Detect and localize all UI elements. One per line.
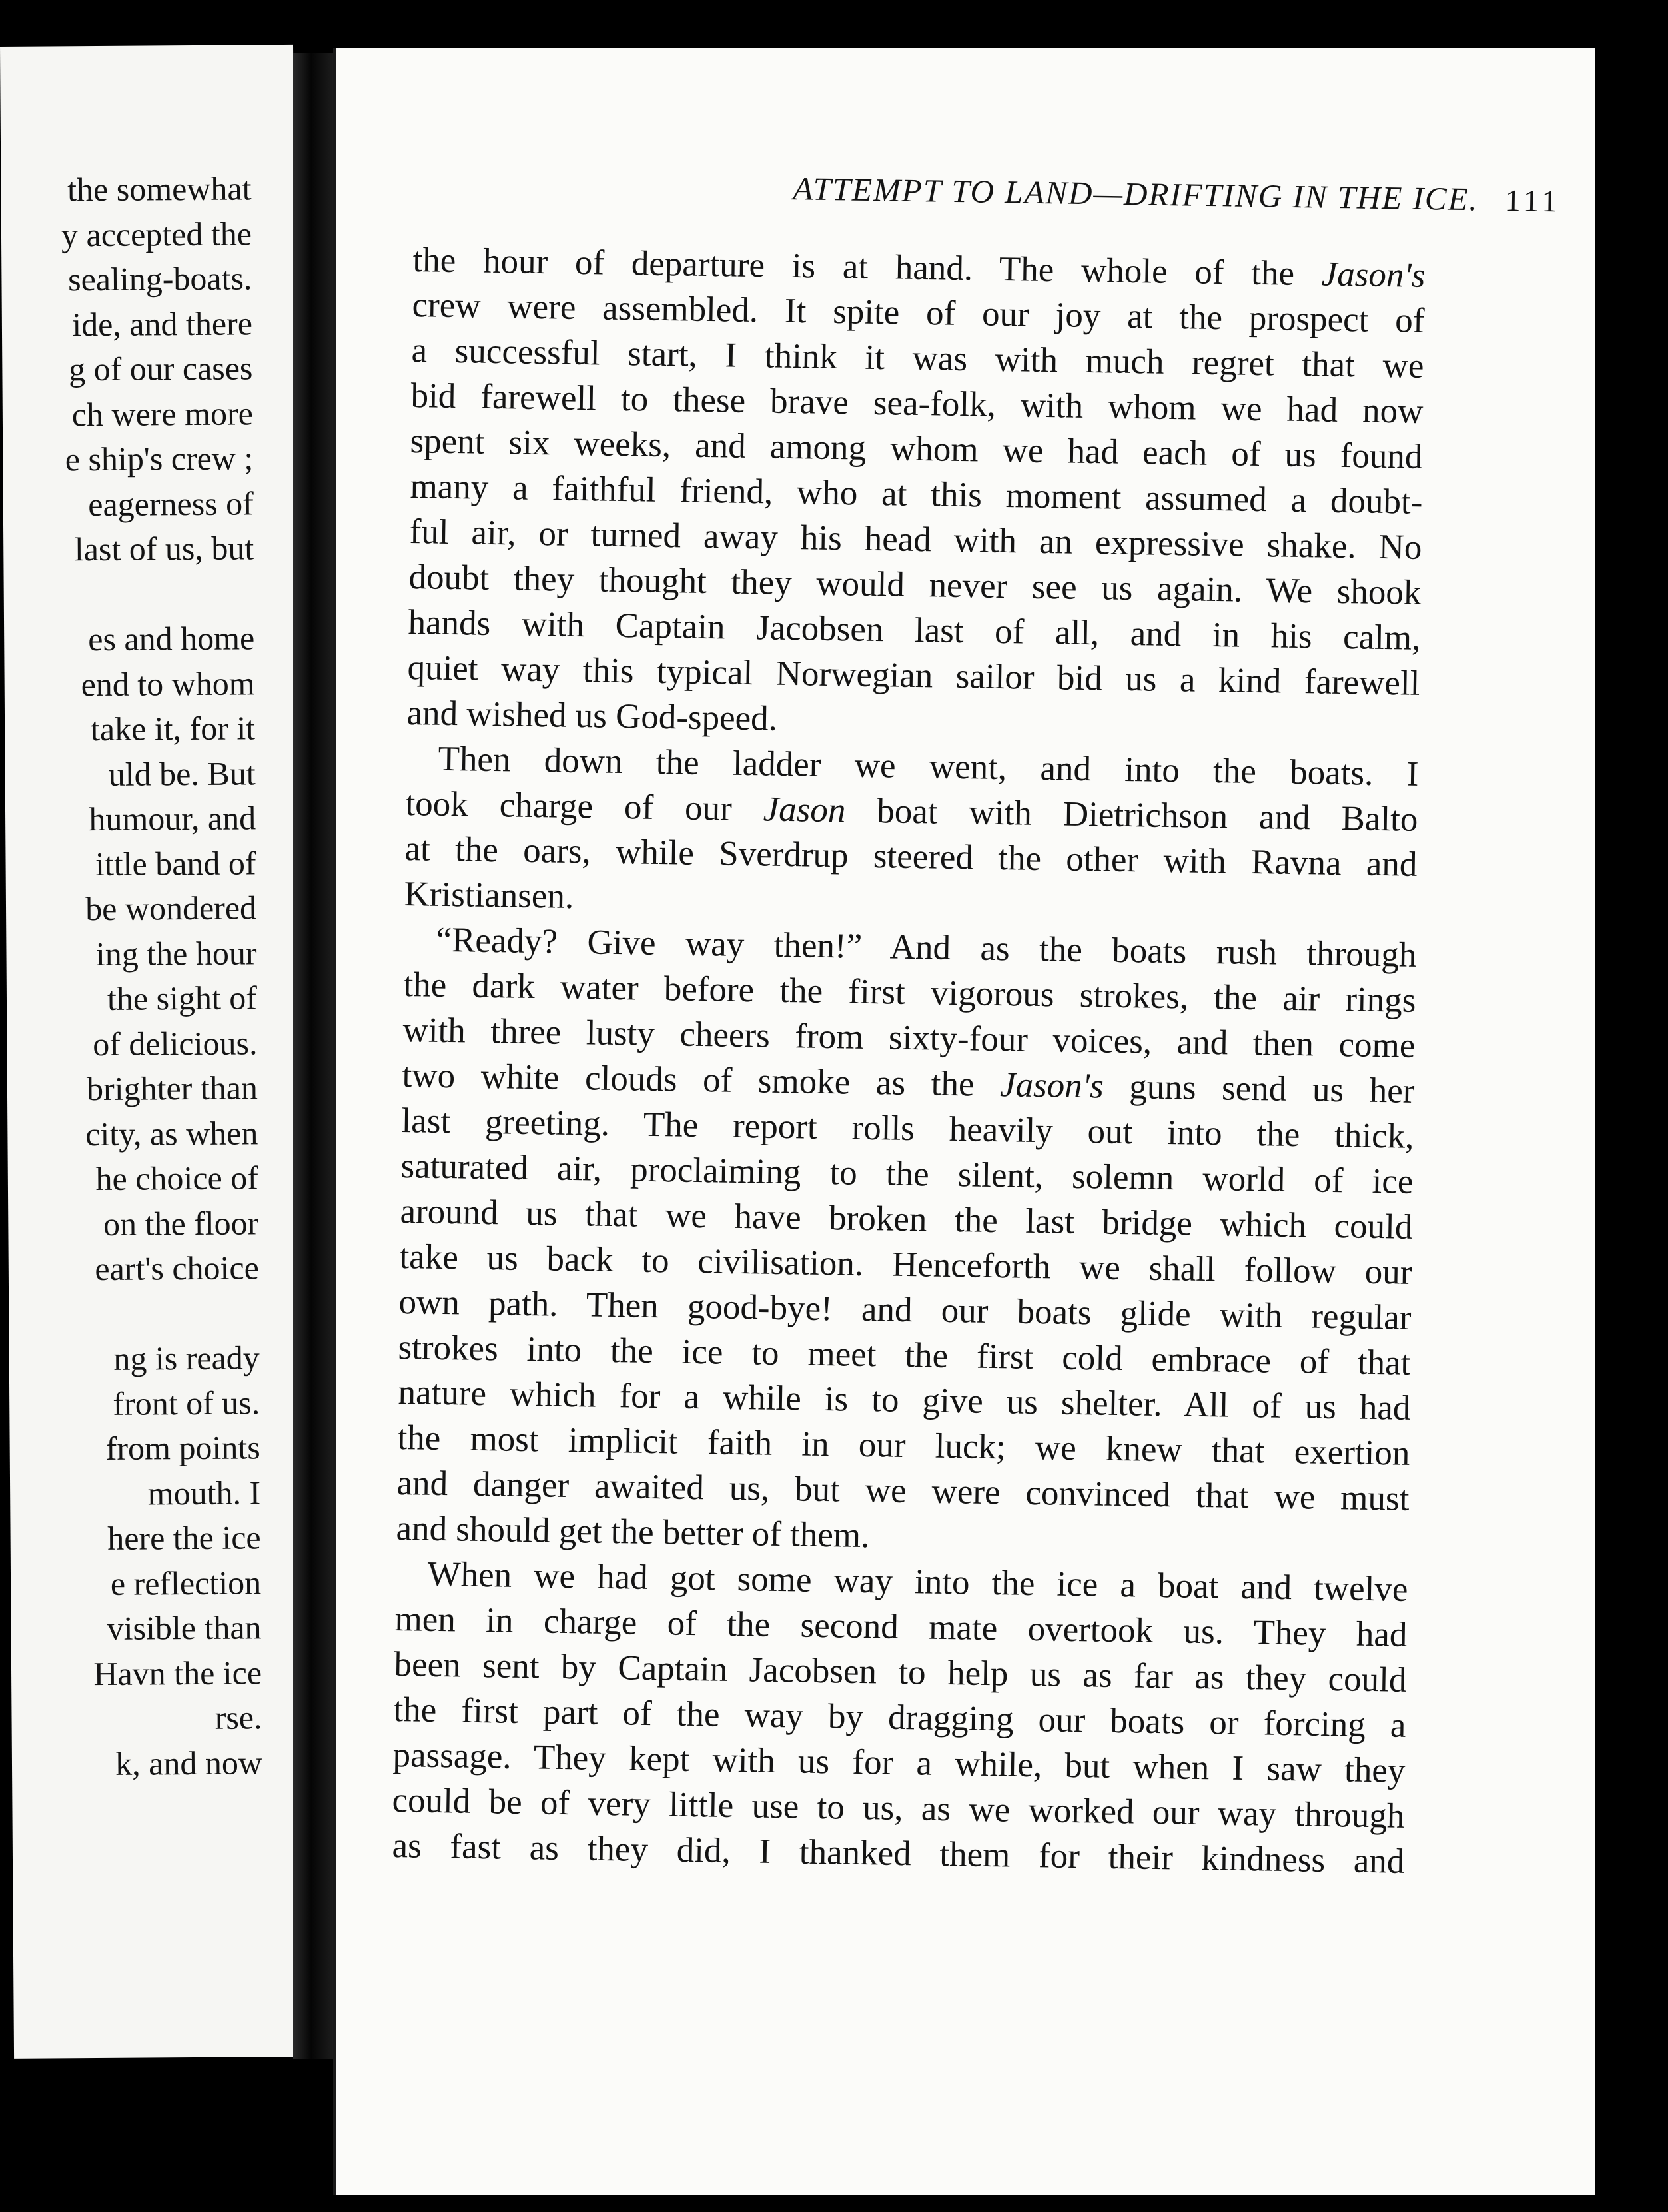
text-line: Kristiansen. (404, 875, 575, 916)
text-line: around us that we have broken the last bridge which could (400, 1192, 1413, 1247)
facing-page-fragment: ide, and there (72, 304, 253, 343)
facing-page-fragment: here the ice (107, 1518, 261, 1557)
text-line: a successful start, I think it was with much regret that we (411, 331, 1425, 386)
text-line: quiet way this typical Norwegian sailor bid us a kind farewell (407, 648, 1420, 703)
facing-page-fragment: end to whom (81, 664, 255, 703)
text-line: strokes into the ice to meet the first cold embrace of that (398, 1328, 1412, 1382)
text-line: bid farewell to these brave sea-folk, with whom we had now (410, 376, 1424, 431)
left-page (0, 45, 307, 2059)
running-head-title: ATTEMPT TO LAND—DRIFTING IN THE ICE. (793, 170, 1479, 218)
text-line: with three lusty cheers from sixty-four voices, and then come (402, 1011, 1416, 1065)
page-number: 111 (1505, 183, 1561, 219)
facing-page-fragment: ing the hour (95, 933, 257, 973)
facing-page-fragment: Havn the ice (93, 1653, 262, 1692)
text-line: and wished us God-speed. (406, 694, 778, 738)
facing-page-fragment: humour, and (89, 799, 256, 838)
text-line: own path. Then good-bye! and our boats glide with regular (398, 1283, 1412, 1337)
facing-page-fragment: from points (105, 1428, 260, 1467)
text-line: spent six weeks, and among whom we had each of us found (410, 422, 1424, 476)
text-line: took charge of our Jason boat with Dietrichson and Balto (405, 784, 1419, 839)
text-line: crew were assembled. It spite of our joy at the prospect of (412, 286, 1425, 340)
facing-page-fragment: sealing-boats. (67, 259, 252, 298)
text-line: the most implicit faith in our luck; we knew that exertion (396, 1418, 1410, 1473)
text-line: ful air, or turned away his head with an expressive shake. No (408, 512, 1422, 567)
facing-page-fragment: the somewhat (67, 169, 252, 209)
running-head (488, 165, 1561, 219)
text-line: at the oars, while Sverdrup steered the other with Ravna and (404, 830, 1418, 884)
facing-page-fragment: g of our cases (68, 349, 253, 388)
facing-page-fragment: es and home (88, 619, 255, 658)
facing-page-fragment: uld be. But (108, 754, 256, 793)
text-line: could be of very little use to us, as we worked our way through (392, 1781, 1406, 1836)
text-line: two white clouds of smoke as the Jason's guns send us her (401, 1056, 1415, 1111)
scan-speck (1633, 320, 1640, 326)
text-line: take us back to civilisation. Henceforth we shall follow our (399, 1237, 1413, 1292)
text-line: many a faithful friend, who at this moment assumed a doubt- (409, 467, 1423, 522)
scan-speck (1619, 1919, 1627, 1927)
text-line: the first part of the way by dragging our boats or forcing a (393, 1690, 1407, 1745)
text-line: the hour of departure is at hand. The whole of the Jason's (412, 241, 1426, 295)
facing-page-fragment: e ship's crew ; (65, 439, 254, 478)
facing-page-fragment: last of us, but (74, 529, 254, 568)
text-line: been sent by Captain Jacobsen to help us as far as they could (394, 1645, 1407, 1700)
facing-page-fragment: y accepted the (61, 214, 252, 253)
facing-page-fragment: the sight of (107, 979, 258, 1017)
text-line: When we had got some way into the ice a boat and twelve (427, 1554, 1408, 1609)
text-line: last greeting. The report rolls heavily out into the thick, (401, 1101, 1414, 1156)
facing-page-fragment: ittle band of (95, 843, 256, 883)
text-line: and danger awaited us, but we were convinced that we must (396, 1464, 1410, 1518)
facing-page-fragment: take it, for it (90, 709, 256, 748)
facing-page-fragment: he choice of (95, 1159, 259, 1198)
facing-page-fragment: be wondered (85, 889, 257, 928)
facing-page-fragment: ng is ready (113, 1339, 260, 1377)
text-line: hands with Captain Jacobsen last of all, and in his calm, (407, 603, 1421, 658)
text-line: Then down the ladder we went, and into the boats. I (438, 739, 1419, 794)
book-gutter (293, 53, 333, 2059)
right-page (333, 48, 1595, 2195)
facing-page-fragment: front of us. (113, 1383, 260, 1422)
text-line: “Ready? Give way then!” And as the boats rush through (435, 920, 1417, 975)
facing-page-fragment: ch were more (71, 394, 254, 433)
text-line: passage. They kept with us for a while, but when I saw they (392, 1736, 1406, 1790)
facing-page-fragment: e reflection (110, 1563, 262, 1602)
facing-page-fragment: city, as when (85, 1113, 258, 1153)
facing-page-fragment: brighter than (86, 1069, 258, 1108)
facing-page-fragment: visible than (107, 1608, 262, 1647)
text-line: men in charge of the second mate overtook us. They had (394, 1600, 1408, 1654)
facing-page-fragment: k, and now (115, 1743, 263, 1782)
text-line: saturated air, proclaiming to the silent, solemn world of ice (400, 1147, 1414, 1201)
facing-page-fragment: eart's choice (95, 1249, 259, 1288)
text-line: doubt they thought they would never see us again. We shook (408, 558, 1422, 612)
facing-page-fragment: on the floor (103, 1203, 259, 1243)
text-line: nature which for a while is to give us shelter. All of us had (397, 1373, 1411, 1428)
facing-page-fragment: mouth. I (147, 1473, 261, 1512)
text-line: as fast as they did, I thanked them for their kindness and (391, 1826, 1405, 1881)
text-line: the dark water before the first vigorous strokes, the air rings (402, 965, 1416, 1020)
facing-page-fragment: eagerness of (88, 484, 254, 523)
text-line: and should get the better of them. (395, 1509, 870, 1556)
facing-page-fragment: rse. (214, 1698, 262, 1736)
facing-page-fragment: of delicious. (93, 1023, 258, 1063)
